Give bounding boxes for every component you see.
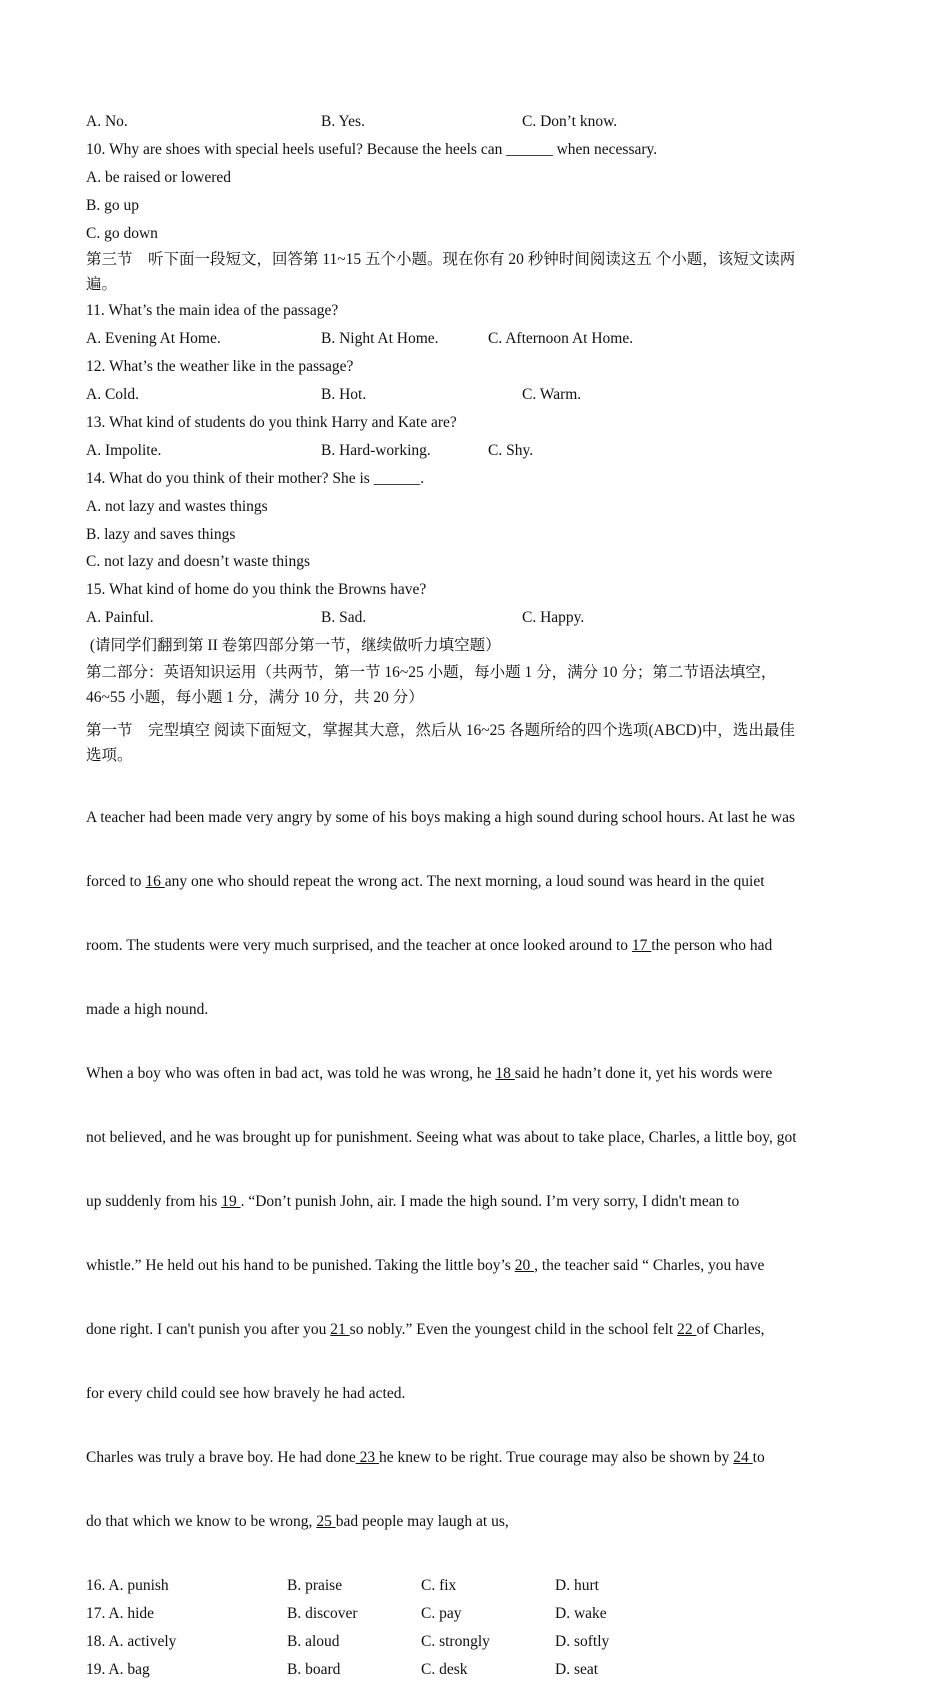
option-a: 17. A. hide <box>86 1604 155 1622</box>
text-run: , the teacher said “ Charles, you have <box>534 1257 765 1275</box>
q13-options <box>86 437 858 465</box>
text-run: Charles was truly a brave boy. He had done <box>86 1449 356 1467</box>
passage-line: A teacher had been made very angry by some of his boys making a high sound during school hours. At last he was <box>86 809 795 827</box>
blank-17: 17 <box>631 937 652 955</box>
text-run: do that which we know to be wrong, <box>86 1513 317 1531</box>
option-b: B. Night At Home. <box>321 330 439 348</box>
option-a: 18. A. actively <box>86 1632 177 1650</box>
text-run: to <box>752 1449 765 1467</box>
option-c: C. Don’t know. <box>522 113 618 130</box>
option-a: A. No. <box>86 113 128 130</box>
part2-heading-cont: 46~55 小题，每小题 1 分，满分 10 分，共 20 分） <box>86 689 424 707</box>
option-c: C. desk <box>421 1660 468 1678</box>
passage-line <box>86 1316 858 1344</box>
option-c: C. strongly <box>421 1632 490 1650</box>
text-run: so nobly.” Even the youngest child in the school felt <box>349 1321 678 1339</box>
passage-line <box>86 1252 858 1280</box>
text-run: bad people may laugh at us, <box>335 1513 509 1531</box>
q14-stem: 14. What do you think of their mother? She is ______. <box>86 469 425 487</box>
option-b: B. Yes. <box>321 113 365 130</box>
option-row <box>86 1656 858 1684</box>
part2-heading: 第二部分：英语知识运用（共两节，第一节 16~25 小题，每小题 1 分，满分 10 分；第二节语法填空， <box>86 664 777 682</box>
cloze-passage <box>86 768 858 1572</box>
text-run: When a boy who was often in bad act, was told he was wrong, he <box>86 1065 496 1083</box>
q12-stem: 12. What’s the weather like in the passage? <box>86 358 354 376</box>
passage-line <box>86 1188 858 1216</box>
blank-18: 18 <box>495 1065 515 1083</box>
q15-stem: 15. What kind of home do you think the Browns have? <box>86 581 427 599</box>
option-row <box>86 1628 858 1656</box>
option-a: A. Evening At Home. <box>86 330 221 348</box>
q10-stem: 10. Why are shoes with special heels useful? Because the heels can ______ when necessary. <box>86 140 658 158</box>
text-run: said he hadn’t done it, yet his words were <box>514 1065 773 1083</box>
text-run: room. The students were very much surprised, and the teacher at once looked around to <box>86 937 632 955</box>
passage-line: made a high nound. <box>86 1001 209 1019</box>
option-c: C. Warm. <box>522 386 582 404</box>
blank-23: 23 <box>355 1449 379 1467</box>
option-row <box>86 1600 858 1628</box>
blank-16: 16 <box>145 873 165 891</box>
passage-line <box>86 932 858 960</box>
text-run: any one who should repeat the wrong act. The next morning, a loud sound was heard in the quiet <box>164 873 765 891</box>
option-c: C. Shy. <box>488 441 534 459</box>
option-b: B. board <box>287 1660 341 1678</box>
blank-21: 21 <box>330 1321 350 1339</box>
option-d: D. wake <box>555 1604 607 1622</box>
option-b: B. Hot. <box>321 386 367 404</box>
passage-line: not believed, and he was brought up for punishment. Seeing what was about to take place, Charles, a little boy, got <box>86 1129 797 1147</box>
text-run: done right. I can't punish you after you <box>86 1321 331 1339</box>
option-a: 19. A. bag <box>86 1660 150 1678</box>
text-run: whistle.” He held out his hand to be punished. Taking the little boy’s <box>86 1257 515 1275</box>
text-run: the person who had <box>651 937 773 955</box>
passage-line <box>86 1444 858 1472</box>
q11-options <box>86 325 858 353</box>
q14-option-a: A. not lazy and wastes things <box>86 497 268 515</box>
q11-stem: 11. What’s the main idea of the passage? <box>86 302 339 320</box>
exam-page <box>86 108 858 1684</box>
q14-option-b: B. lazy and saves things <box>86 525 236 543</box>
blank-22: 22 <box>677 1321 697 1339</box>
q14-option-c: C. not lazy and doesn’t waste things <box>86 553 311 571</box>
blank-19: 19 <box>221 1193 241 1211</box>
blank-25: 25 <box>316 1513 336 1531</box>
text-run: of Charles, <box>696 1321 765 1339</box>
listening-note: (请同学们翻到第 II 卷第四部分第一节，继续做听力填空题） <box>86 637 501 655</box>
option-d: D. hurt <box>555 1577 599 1595</box>
option-b: B. Sad. <box>321 609 367 627</box>
passage-line <box>86 1060 858 1088</box>
section3-heading: 第三节 听下面一段短文，回答第 11~15 五个小题。现在你有 20 秒钟时间阅读这五 个小题，该短文读两 <box>86 251 796 269</box>
text-run: he knew to be right. True courage may also be shown by <box>378 1449 734 1467</box>
q10-option-a: A. be raised or lowered <box>86 168 232 186</box>
option-a: 16. A. punish <box>86 1577 169 1595</box>
option-c: C. Afternoon At Home. <box>488 330 634 348</box>
passage-line: for every child could see how bravely he had acted. <box>86 1385 406 1403</box>
option-d: D. softly <box>555 1632 610 1650</box>
option-a: A. Impolite. <box>86 441 162 459</box>
option-b: B. aloud <box>287 1632 340 1650</box>
option-b: B. discover <box>287 1604 358 1622</box>
option-c: C. pay <box>421 1604 462 1622</box>
option-d: D. seat <box>555 1660 599 1678</box>
q10-option-c: C. go down <box>86 224 158 242</box>
blank-20: 20 <box>514 1257 535 1275</box>
q10-option-b: B. go up <box>86 196 139 214</box>
option-c: C. Happy. <box>522 609 585 627</box>
q15-options <box>86 604 858 632</box>
passage-line <box>86 868 858 896</box>
q12-options <box>86 381 858 409</box>
text-run: forced to <box>86 873 146 891</box>
q9-options <box>86 108 858 136</box>
text-run: . “Don’t punish John, air. I made the high sound. I’m very sorry, I didn't mean to <box>240 1193 740 1211</box>
option-row <box>86 1572 858 1600</box>
text-run: up suddenly from his <box>86 1193 222 1211</box>
option-a: A. Painful. <box>86 609 154 627</box>
cloze-instructions: 第一节 完型填空 阅读下面短文，掌握其大意，然后从 16~25 各题所给的四个选项(ABCD)中，选出最佳 <box>86 722 795 740</box>
option-c: C. fix <box>421 1577 457 1595</box>
cloze-instructions-cont: 选项。 <box>86 747 133 765</box>
cloze-options <box>86 1572 858 1684</box>
blank-24: 24 <box>733 1449 753 1467</box>
option-b: B. Hard-working. <box>321 441 431 459</box>
section3-heading-cont: 遍。 <box>86 276 118 294</box>
passage-line <box>86 1508 858 1536</box>
option-a: A. Cold. <box>86 386 139 404</box>
q13-stem: 13. What kind of students do you think Harry and Kate are? <box>86 414 457 432</box>
option-b: B. praise <box>287 1577 343 1595</box>
